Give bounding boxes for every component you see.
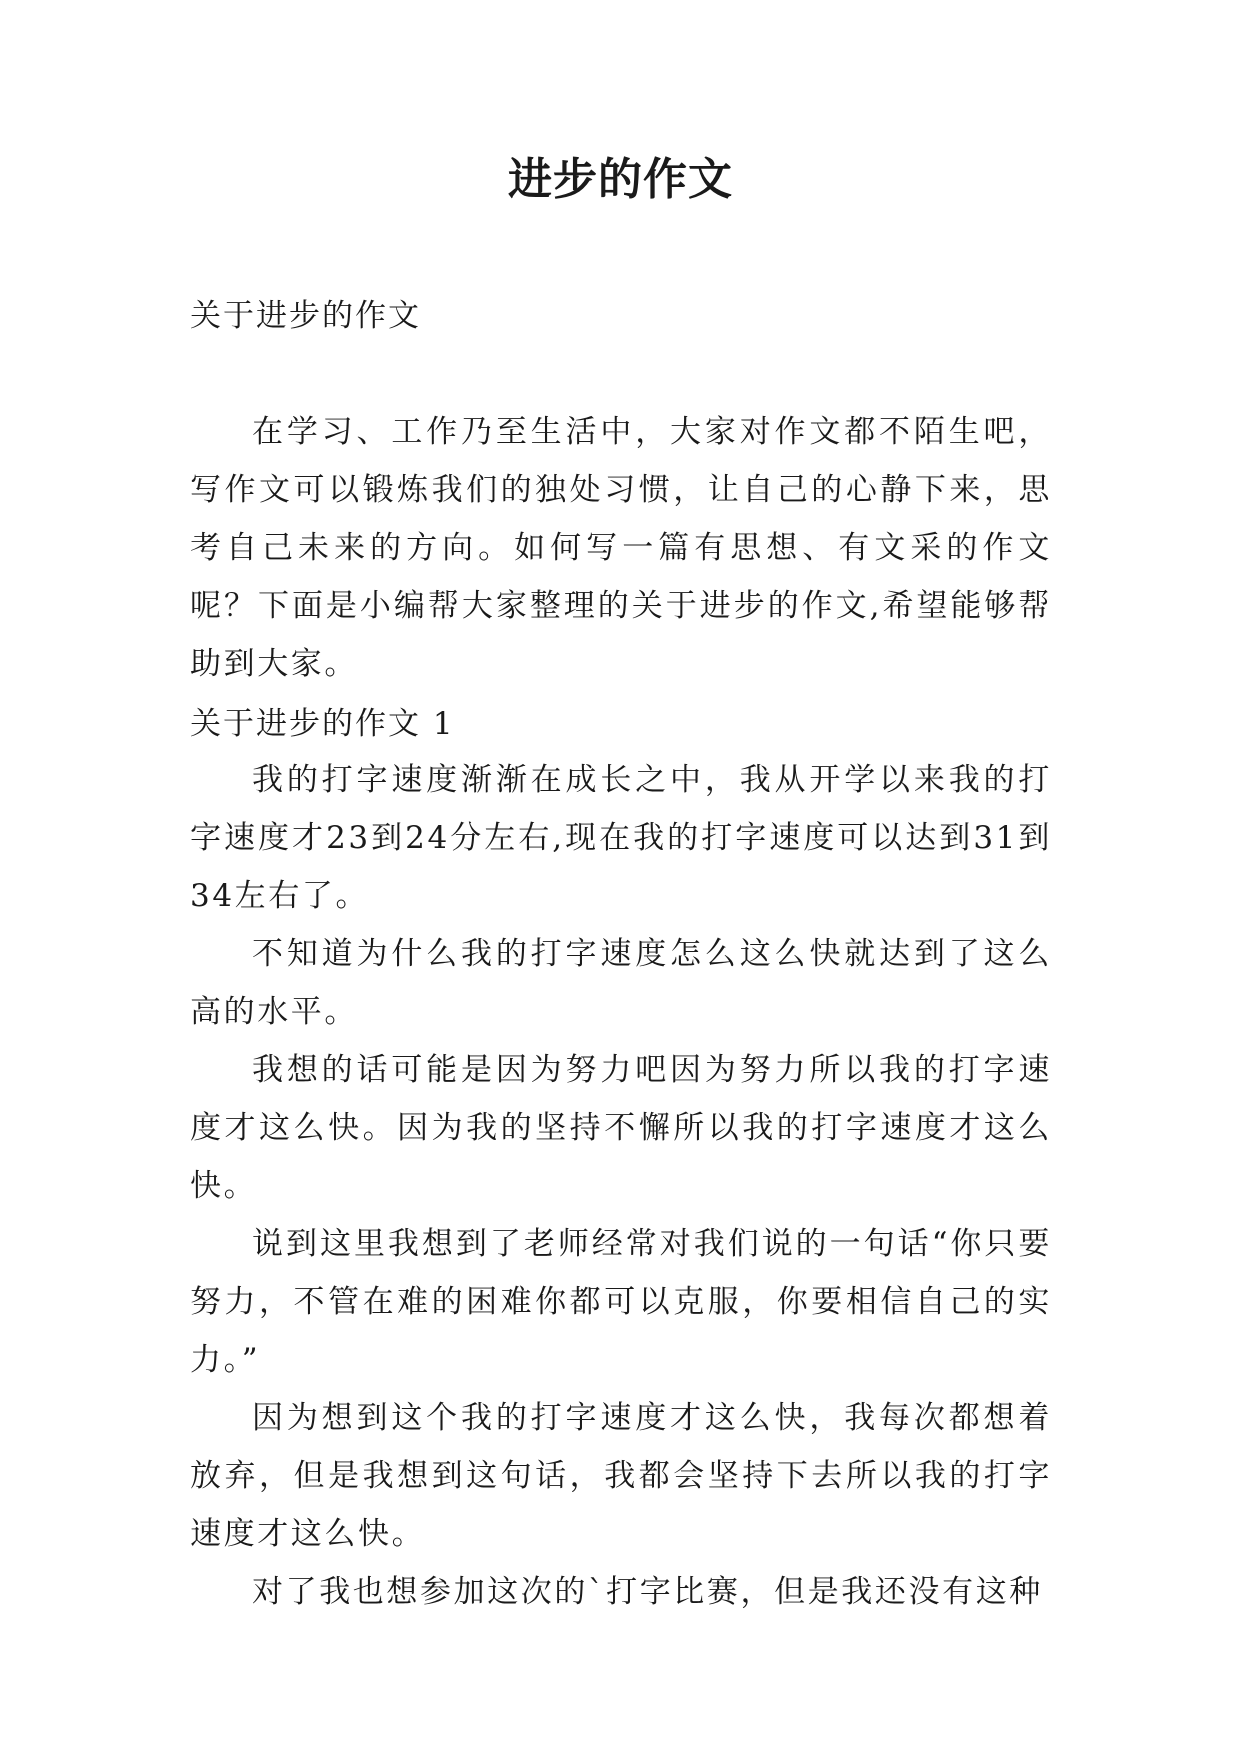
- section-body: [190, 751, 1052, 1621]
- section-title: 关于进步的作文 1: [190, 706, 455, 742]
- paragraph-3: 我想的话可能是因为努力吧因为努力所以我的打字速度才这么快。因为我的坚持不懈所以我的打字速度才这么快。: [190, 1052, 1052, 1204]
- intro-paragraph: 在学习、工作乃至生活中，大家对作文都不陌生吧，写作文可以锻炼我们的独处习惯，让自己的心静下来，思考自己未来的方向。如何写一篇有思想、有文采的作文呢？下面是小编帮大家整理的关于进步的作文,希望能够帮助到大家。: [190, 414, 1052, 682]
- paragraph-5: 因为想到这个我的打字速度才这么快，我每次都想着放弃，但是我想到这句话，我都会坚持下去所以我的打字速度才这么快。: [190, 1400, 1052, 1552]
- document-subtitle: 关于进步的作文: [190, 298, 421, 334]
- paragraph-1: 我的打字速度渐渐在成长之中，我从开学以来我的打字速度才23到24分左右,现在我的打字速度可以达到31到34左右了。: [190, 762, 1052, 914]
- paragraph-6: 对了我也想参加这次的`打字比赛，但是我还没有这种: [252, 1574, 1043, 1610]
- document-title: 进步的作文: [508, 154, 733, 205]
- intro-section: [190, 403, 1052, 693]
- paragraph-2: 不知道为什么我的打字速度怎么这么快就达到了这么高的水平。: [190, 936, 1052, 1030]
- paragraph-4: 说到这里我想到了老师经常对我们说的一句话“你只要努力，不管在难的困难你都可以克服，你要相信自己的实力。”: [190, 1226, 1052, 1378]
